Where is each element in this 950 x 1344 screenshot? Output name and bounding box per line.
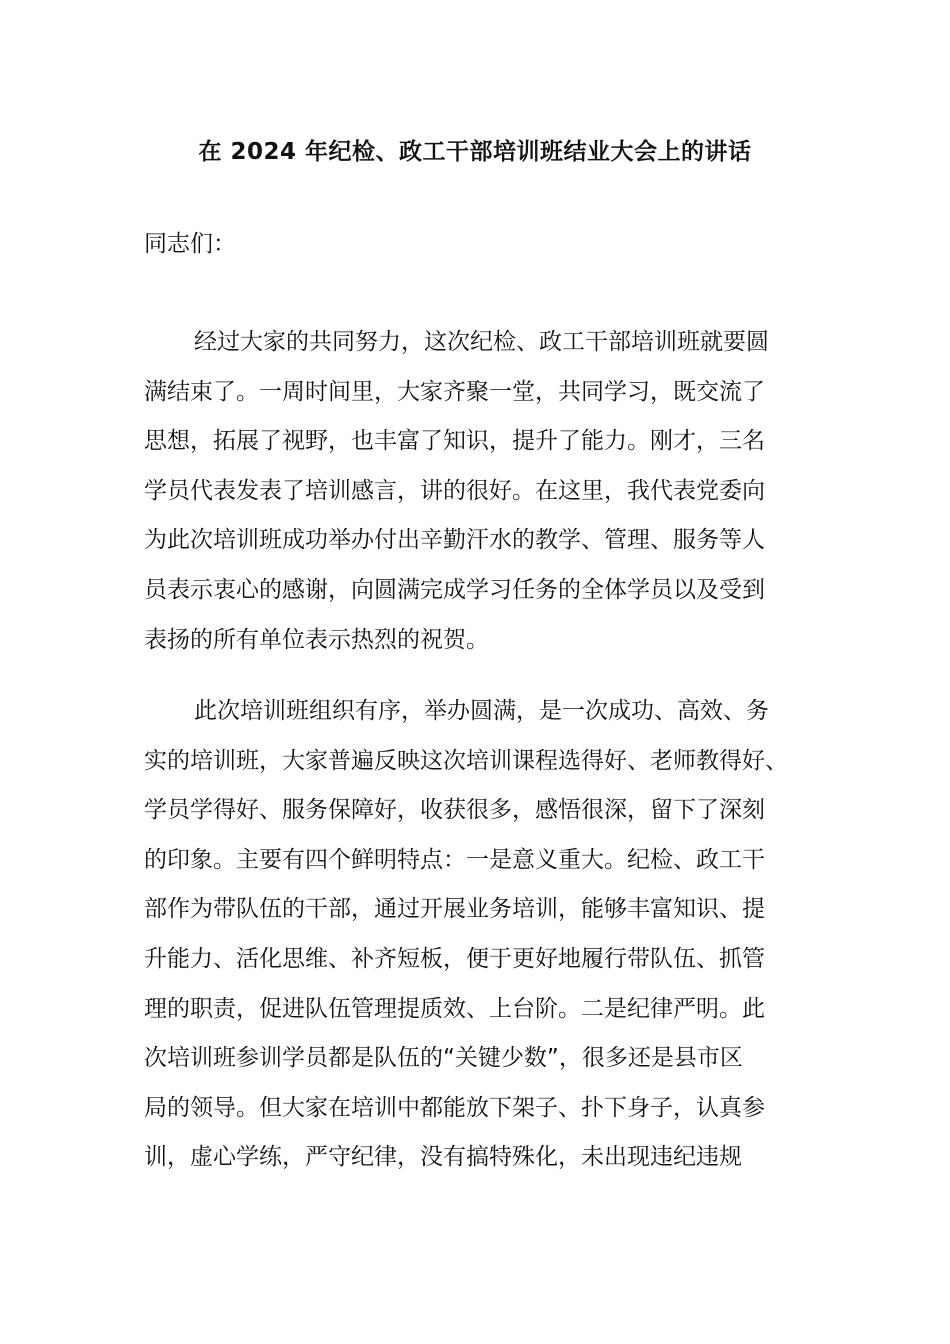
paragraph-line: 训，虚心学练，严守纪律，没有搞特殊化，未出现违纪违规 xyxy=(144,1144,742,1171)
paragraph xyxy=(144,687,824,1183)
paragraph-line: 理的职责，促进队伍管理提质效、上台阶。二是纪律严明。此 xyxy=(144,995,765,1022)
paragraph-line: 员表示衷心的感谢，向圆满完成学习任务的全体学员以及受到 xyxy=(144,576,765,603)
paragraph-line: 此次培训班组织有序，举办圆满，是一次成功、高效、务 xyxy=(194,698,769,724)
paragraph-line: 部作为带队伍的干部，通过开展业务培训，能够丰富知识、提 xyxy=(144,896,765,923)
paragraph-line: 学员代表发表了培训感言，讲的很好。在这里，我代表党委向 xyxy=(144,477,765,504)
paragraph xyxy=(144,318,824,665)
paragraph-line: 升能力、活化思维、补齐短板，便于更好地履行带队伍、抓管 xyxy=(144,945,765,972)
paragraph-line: 思想，拓展了视野，也丰富了知识，提升了能力。刚才，三名 xyxy=(144,428,765,455)
document-title: 在 2024 年纪检、政工干部培训班结业大会上的讲话 xyxy=(198,139,752,165)
paragraph-line: 次培训班参训学员都是队伍的“关键少数”，很多还是县市区 xyxy=(144,1045,743,1072)
paragraph-line: 经过大家的共同努力，这次纪检、政工干部培训班就要圆 xyxy=(194,329,769,355)
paragraph-line: 局的领导。但大家在培训中都能放下架子、扑下身子，认真参 xyxy=(144,1094,765,1121)
salutation: 同志们： xyxy=(144,231,236,257)
paragraph-line: 实的培训班，大家普遍反映这次培训课程选得好、老师教得好、 xyxy=(144,747,788,774)
paragraph-line: 学员学得好、服务保障好，收获很多，感悟很深，留下了深刻 xyxy=(144,797,765,824)
paragraph-line: 为此次培训班成功举办付出辛勤汗水的教学、管理、服务等人 xyxy=(144,527,765,554)
paragraph-line: 满结束了。一周时间里，大家齐聚一堂，共同学习，既交流了 xyxy=(144,378,765,405)
paragraph-line: 的印象。主要有四个鲜明特点：一是意义重大。纪检、政工干 xyxy=(144,846,765,873)
paragraph-line: 表扬的所有单位表示热烈的祝贺。 xyxy=(144,626,489,653)
